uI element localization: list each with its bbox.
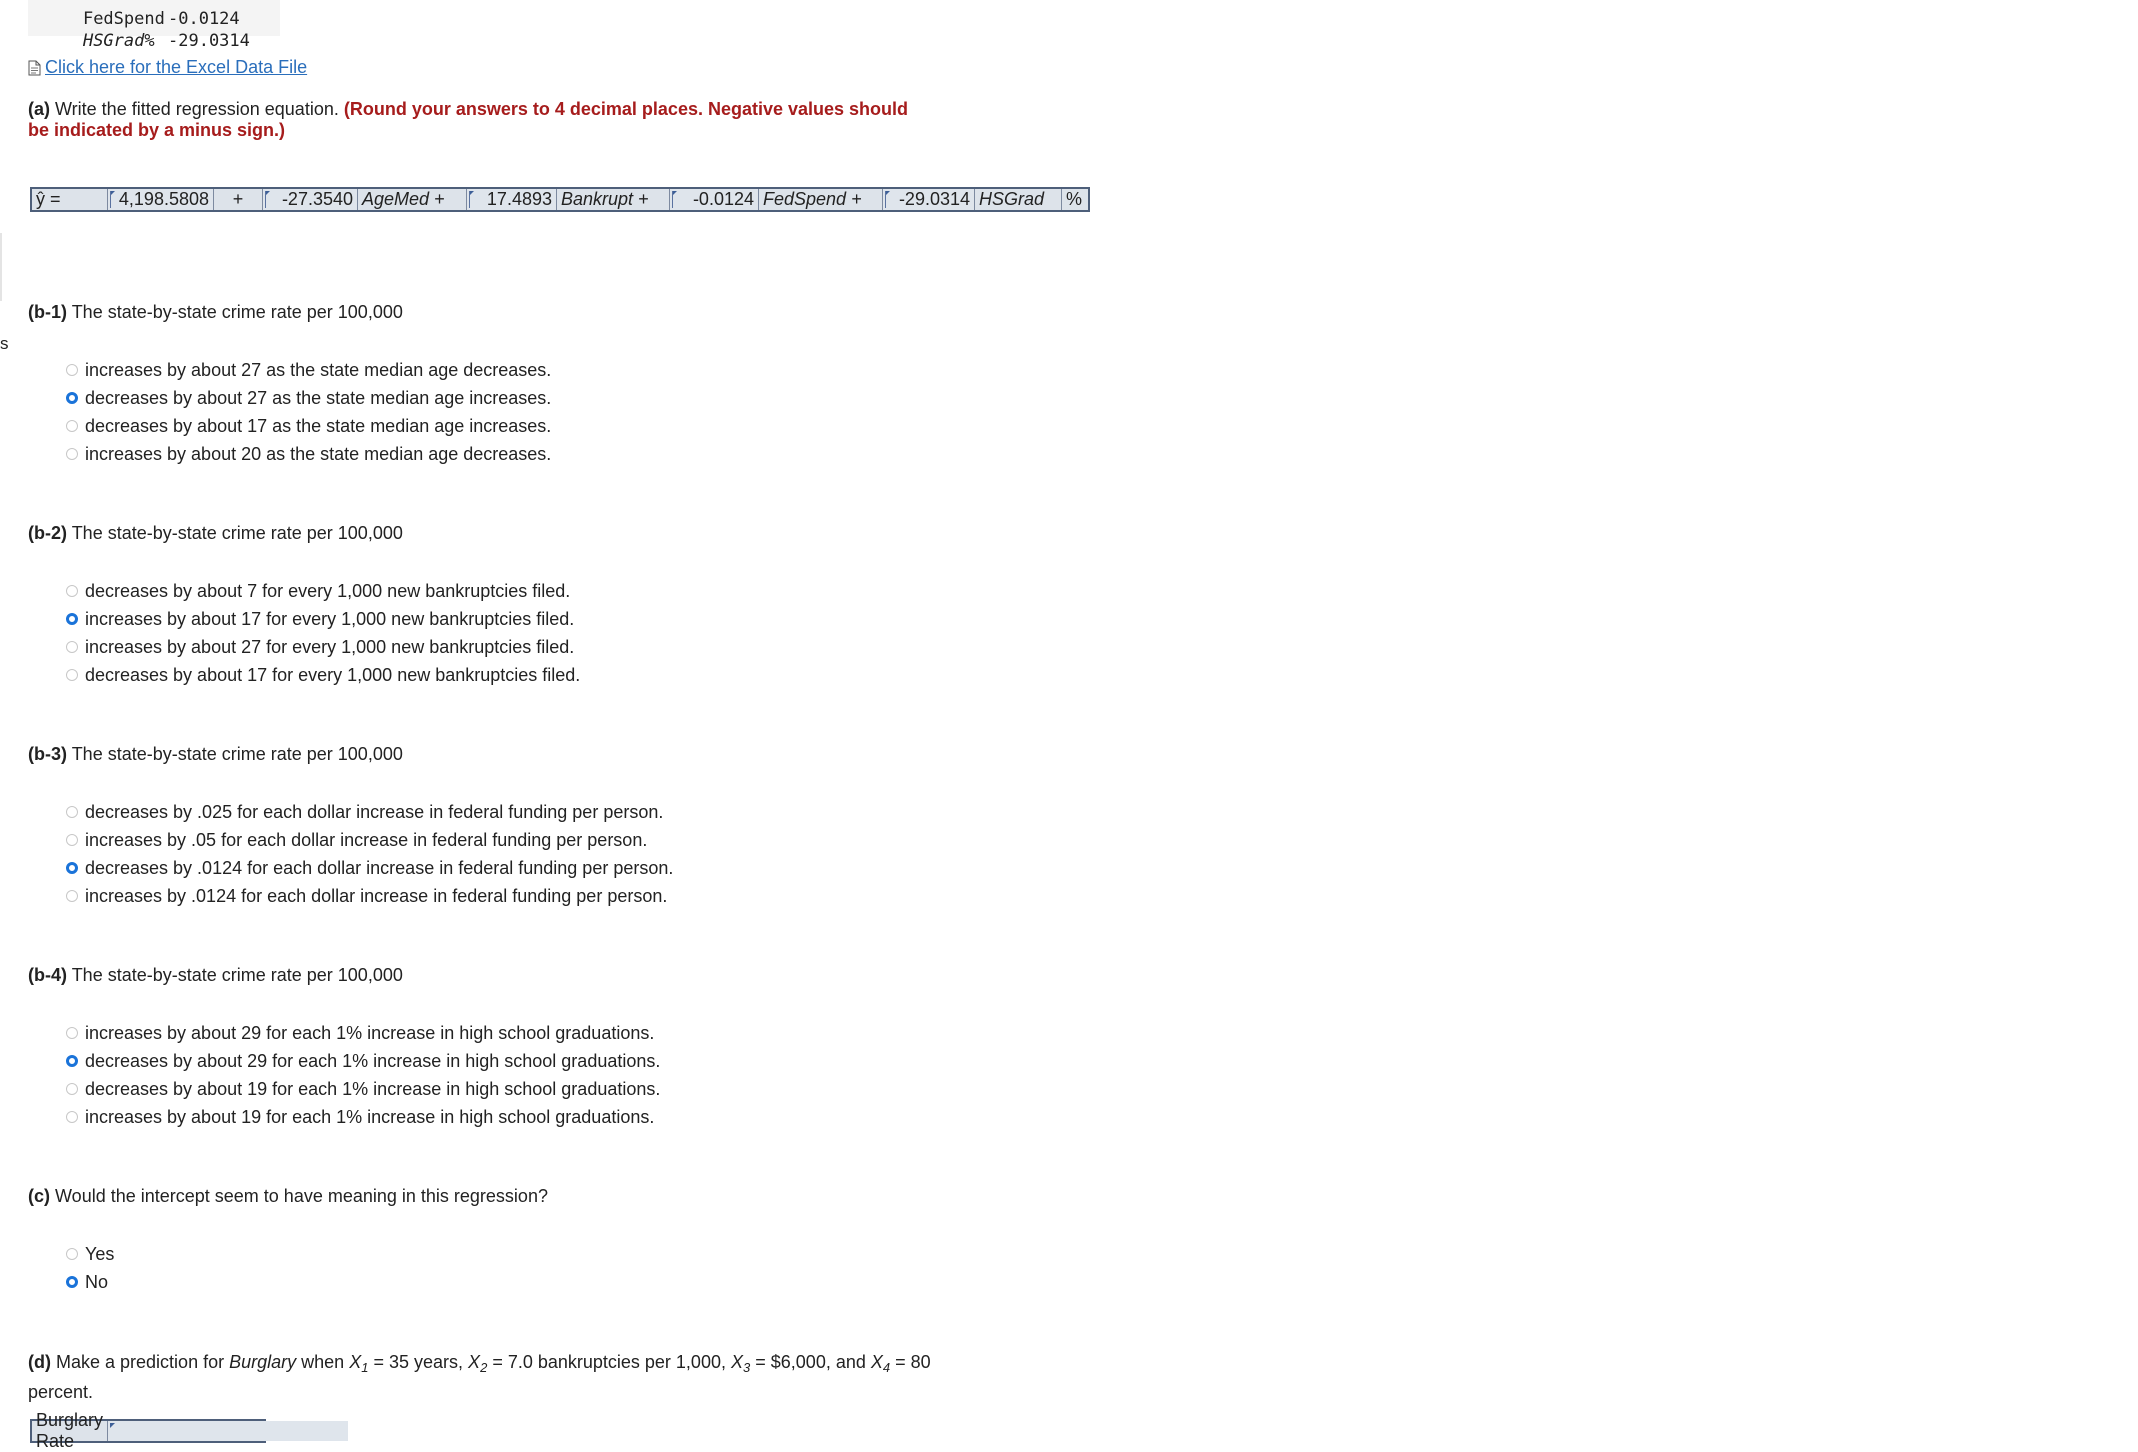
plus-sign: + <box>214 189 263 210</box>
excel-data-link-row <box>28 57 307 78</box>
b3-option-4[interactable]: increases by .0124 for each dollar increase in federal funding per person. <box>66 885 667 907</box>
b4-option-2[interactable]: decreases by about 29 for each 1% increase in high school graduations. <box>66 1050 660 1072</box>
burglary-rate-input[interactable] <box>108 1421 348 1441</box>
percent-unit: % <box>1066 189 1083 209</box>
radio-button[interactable] <box>66 1083 78 1095</box>
left-edge-bar <box>0 233 2 301</box>
b2-option-2[interactable]: increases by about 17 for every 1,000 new bankruptcies filed. <box>66 608 574 630</box>
question-b2: (b-2) The state-by-state crime rate per 100,000 <box>28 523 403 543</box>
radio-button-selected[interactable] <box>66 862 78 874</box>
b4-option-3[interactable]: decreases by about 19 for each 1% increase in high school graduations. <box>66 1078 660 1100</box>
question-b3: (b-3) The state-by-state crime rate per 100,000 <box>28 744 403 764</box>
radio-button-selected[interactable] <box>66 392 78 404</box>
radio-button[interactable] <box>66 669 78 681</box>
question-b4: (b-4) The state-by-state crime rate per 100,000 <box>28 965 403 985</box>
radio-button[interactable] <box>66 1248 78 1260</box>
question-c: (c) Would the intercept seem to have meaning in this regression? <box>28 1186 548 1206</box>
radio-button[interactable] <box>66 806 78 818</box>
fedspend-label: FedSpend + <box>759 189 883 210</box>
fedspend-coef-input[interactable]: -0.0124 <box>670 189 759 210</box>
rounding-instruction: (Round your answers to 4 decimal places. Negative values should be indicated by a minus sign.) <box>28 99 909 140</box>
radio-button[interactable] <box>66 364 78 376</box>
snippet-row-hsgrad: HSGrad% -29.0314 <box>82 31 250 51</box>
b3-option-2[interactable]: increases by .05 for each dollar increase in federal funding per person. <box>66 829 647 851</box>
question-d: (d) Make a prediction for Burglary when $X_1 = 35$ years, $X_2 = 7.0$ bankruptcies per 1,000, $X_3$ = $6,000, and $X_4 = 80$ percent. <box>28 1352 931 1402</box>
radio-button-selected[interactable] <box>66 613 78 625</box>
intercept-input[interactable]: 4,198.5808 <box>108 189 214 210</box>
hsgrad-label: HSGrad <box>975 189 1062 210</box>
radio-button[interactable] <box>66 1111 78 1123</box>
question-b1: (b-1) The state-by-state crime rate per 100,000 <box>28 302 403 322</box>
b4-option-4[interactable]: increases by about 19 for each 1% increase in high school graduations. <box>66 1106 654 1128</box>
radio-button[interactable] <box>66 641 78 653</box>
b3-option-3[interactable]: decreases by .0124 for each dollar increase in federal funding per person. <box>66 857 673 879</box>
radio-button-selected[interactable] <box>66 1055 78 1067</box>
hsgrad-coef-input[interactable]: -29.0314 <box>883 189 975 210</box>
agemed-label: AgeMed + <box>358 189 467 210</box>
burglary-rate-answer-table <box>30 1410 266 1451</box>
b2-option-3[interactable]: increases by about 27 for every 1,000 new bankruptcies filed. <box>66 636 574 658</box>
c-option-yes[interactable]: Yes <box>66 1243 114 1265</box>
c-option-no[interactable]: No <box>66 1271 108 1293</box>
regression-equation-table <box>30 187 1090 212</box>
bankrupt-coef-input[interactable]: 17.4893 <box>467 189 557 210</box>
radio-button[interactable] <box>66 448 78 460</box>
b2-option-4[interactable]: decreases by about 17 for every 1,000 new bankruptcies filed. <box>66 664 580 686</box>
b1-option-2[interactable]: decreases by about 27 as the state median age increases. <box>66 387 551 409</box>
file-icon <box>28 60 41 76</box>
bankrupt-label: Bankrupt + <box>557 189 670 210</box>
radio-button[interactable] <box>66 585 78 597</box>
b2-option-1[interactable]: decreases by about 7 for every 1,000 new bankruptcies filed. <box>66 580 570 602</box>
b4-option-1[interactable]: increases by about 29 for each 1% increase in high school graduations. <box>66 1022 654 1044</box>
b3-option-1[interactable]: decreases by .025 for each dollar increase in federal funding per person. <box>66 801 663 823</box>
stray-text: s <box>0 334 9 353</box>
b1-option-1[interactable]: increases by about 27 as the state median age decreases. <box>66 359 551 381</box>
yhat-label: ŷ = <box>32 189 108 210</box>
radio-button[interactable] <box>66 890 78 902</box>
agemed-coef-input[interactable]: -27.3540 <box>263 189 358 210</box>
burglary-rate-input-cell[interactable] <box>108 1421 348 1441</box>
burglary-rate-label: Burglary Rate <box>32 1421 108 1441</box>
excel-data-link[interactable]: Click here for the Excel Data File <box>45 57 308 77</box>
b1-option-3[interactable]: decreases by about 17 as the state median age increases. <box>66 415 551 437</box>
radio-button[interactable] <box>66 1027 78 1039</box>
radio-button[interactable] <box>66 420 78 432</box>
radio-button-selected[interactable] <box>66 1276 78 1288</box>
radio-button[interactable] <box>66 834 78 846</box>
snippet-row-fedspend: FedSpend -0.0124 <box>82 9 240 29</box>
question-a: (a) Write the fitted regression equation. (Round your answers to 4 decimal places. Negative values should be indicated by a minus sign.) <box>28 99 909 140</box>
b1-option-4[interactable]: increases by about 20 as the state median age decreases. <box>66 443 551 465</box>
regression-output-snippet <box>28 0 280 51</box>
